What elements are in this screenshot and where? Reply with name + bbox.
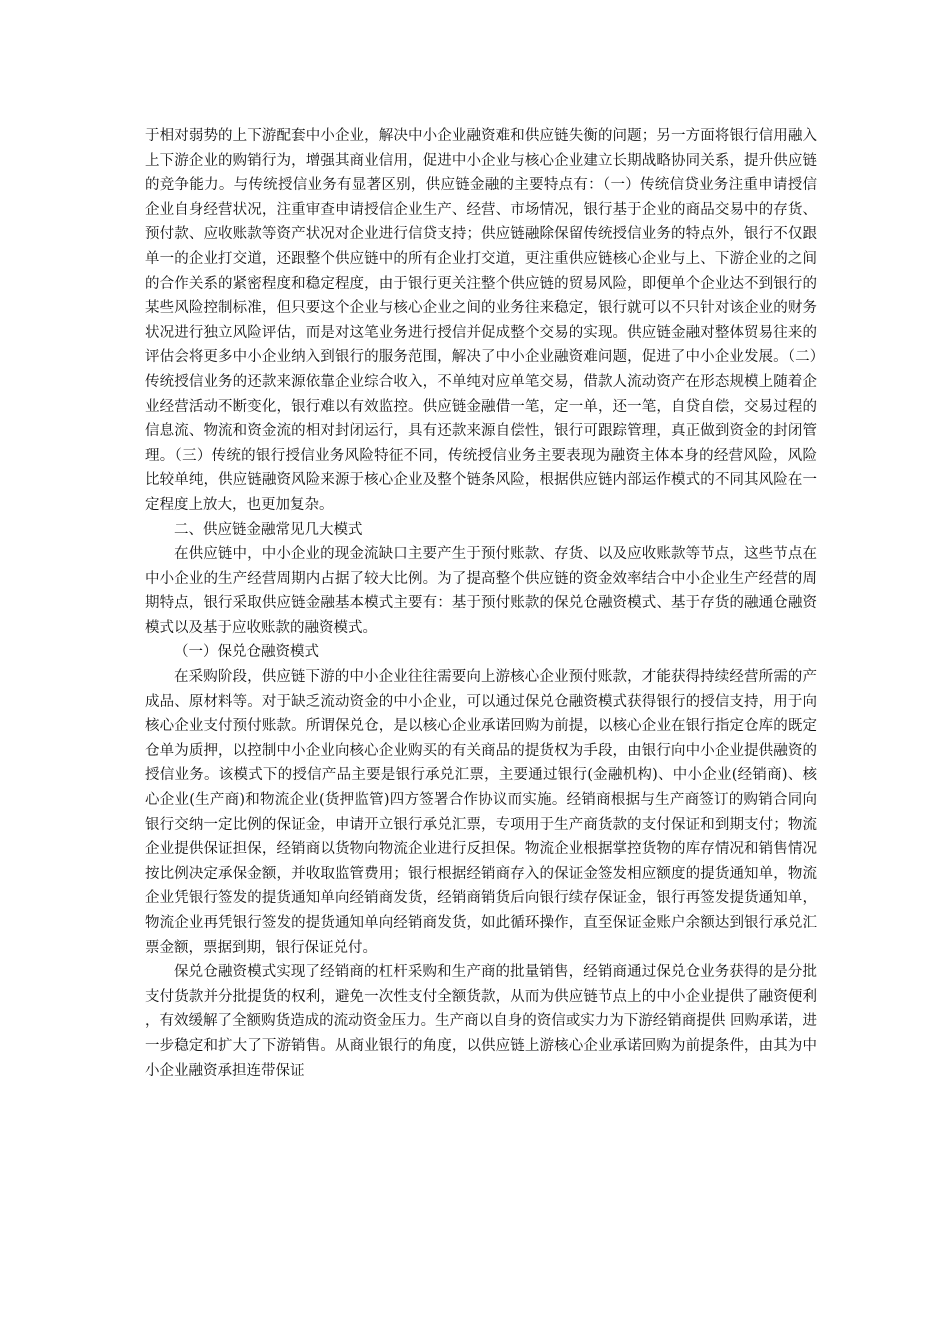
document-page	[145, 124, 817, 1083]
body-paragraph-3: 在采购阶段，供应链下游的中小企业往往需要向上游核心企业预付账款，才能获得持续经营所需的产成品、原材料等。对于缺乏流动资金的中小企业，可以通过保兑仓融资模式获得银行的授信支持，用于向核心企业支付预付账款。所谓保兑仓，是以核心企业承诺回购为前提，以核心企业在银行指定仓库的既定仓单为质押，以控制中小企业向核心企业购买的有关商品的提货权为手段，由银行向中小企业提供融资的授信业务。该模式下的授信产品主要是银行承兑汇票，主要通过银行(金融机构)、中小企业(经销商)、核心企业(生产商)和物流企业(货押监管)四方签署合作协议而实施。经销商根据与生产商签订的购销合同向银行交纳一定比例的保证金，申请开立银行承兑汇票，专项用于生产商货款的支付保证和到期支付；物流企业提供保证担保，经销商以货物向物流企业进行反担保。物流企业根据掌控货物的库存情况和销售情况按比例决定承保金额，并收取监管费用；银行根据经销商存入的保证金签发相应额度的提货通知单，物流企业凭银行签发的提货通知单向经销商发货，经销商销货后向银行续存保证金，银行再签发提货通知单，物流企业再凭银行签发的提货通知单向经销商发货，如此循环操作，直至保证金账户余额达到银行承兑汇票金额，票据到期，银行保证兑付。	[145, 669, 817, 956]
subsection-heading-1: （一）保兑仓融资模式	[174, 644, 319, 661]
body-paragraph-2: 在供应链中，中小企业的现金流缺口主要产生于预付账款、存货、以及应收账款等节点，这些节点在中小企业的生产经营周期内占据了较大比例。为了提高整个供应链的资金效率结合中小企业生产经营的周期特点，银行采取供应链金融基本模式主要有：基于预付账款的保兑仓融资模式、基于存货的融通仓融资模式以及基于应收账款的融资模式。	[145, 546, 817, 636]
section-heading-2: 二、供应链金融常见几大模式	[174, 521, 363, 538]
body-paragraph-4: 保兑仓融资模式实现了经销商的杠杆采购和生产商的批量销售，经销商通过保兑仓业务获得的是分批支付货款并分批提货的权利，避免一次性支付全额货款，从而为供应链节点上的中小企业提供了融资便利，有效缓解了全额购货造成的流动资金压力。生产商以自身的资信或实力为下游经销商提供 回购承诺，进一步稳定和扩大了下游销售。从商业银行的角度，以供应链上游核心企业承诺回购为前提条件，由其为中小企业融资承担连带保证	[145, 964, 817, 1079]
body-paragraph-1: 于相对弱势的上下游配套中小企业，解决中小企业融资难和供应链失衡的问题；另一方面将银行信用融入上下游企业的购销行为，增强其商业信用，促进中小企业与核心企业建立长期战略协同关系，提升供应链的竞争能力。与传统授信业务有显著区别，供应链金融的主要特点有：（一）传统信贷业务注重申请授信企业自身经营状况，注重审查申请授信企业生产、经营、市场情况，银行基于企业的商品交易中的存货、预付款、应收账款等资产状况对企业进行信贷支持；供应链融除保留传统授信业务的特点外，银行不仅跟单一的企业打交道，还跟整个供应链中的所有企业打交道，更注重供应链核心企业与上、下游企业的之间的合作关系的紧密程度和稳定程度，由于银行更关注整个供应链的贸易风险，即便单个企业达不到银行的某些风险控制标准，但只要这个企业与核心企业之间的业务往来稳定，银行就可以不只针对该企业的财务状况进行独立风险评估，而是对这笔业务进行授信并促成整个交易的实现。供应链金融对整体贸易往来的评估会将更多中小企业纳入到银行的服务范围，解决了中小企业融资难问题，促进了中小企业发展。（二）传统授信业务的还款来源依靠企业综合收入，不单纯对应单笔交易，借款人流动资产在形态规模上随着企业经营活动不断变化，银行难以有效监控。供应链金融借一笔，定一单，还一笔，自贷自偿，交易过程的信息流、物流和资金流的相对封闭运行，具有还款来源自偿性，银行可跟踪管理，真正做到资金的封闭管理。（三）传统的银行授信业务风险特征不同，传统授信业务主要表现为融资主体本身的经营风险，风险比较单纯，供应链融资风险来源于核心企业及整个链条风险，根据供应链内部运作模式的不同其风险在一定程度上放大，也更加复杂。	[145, 128, 817, 513]
